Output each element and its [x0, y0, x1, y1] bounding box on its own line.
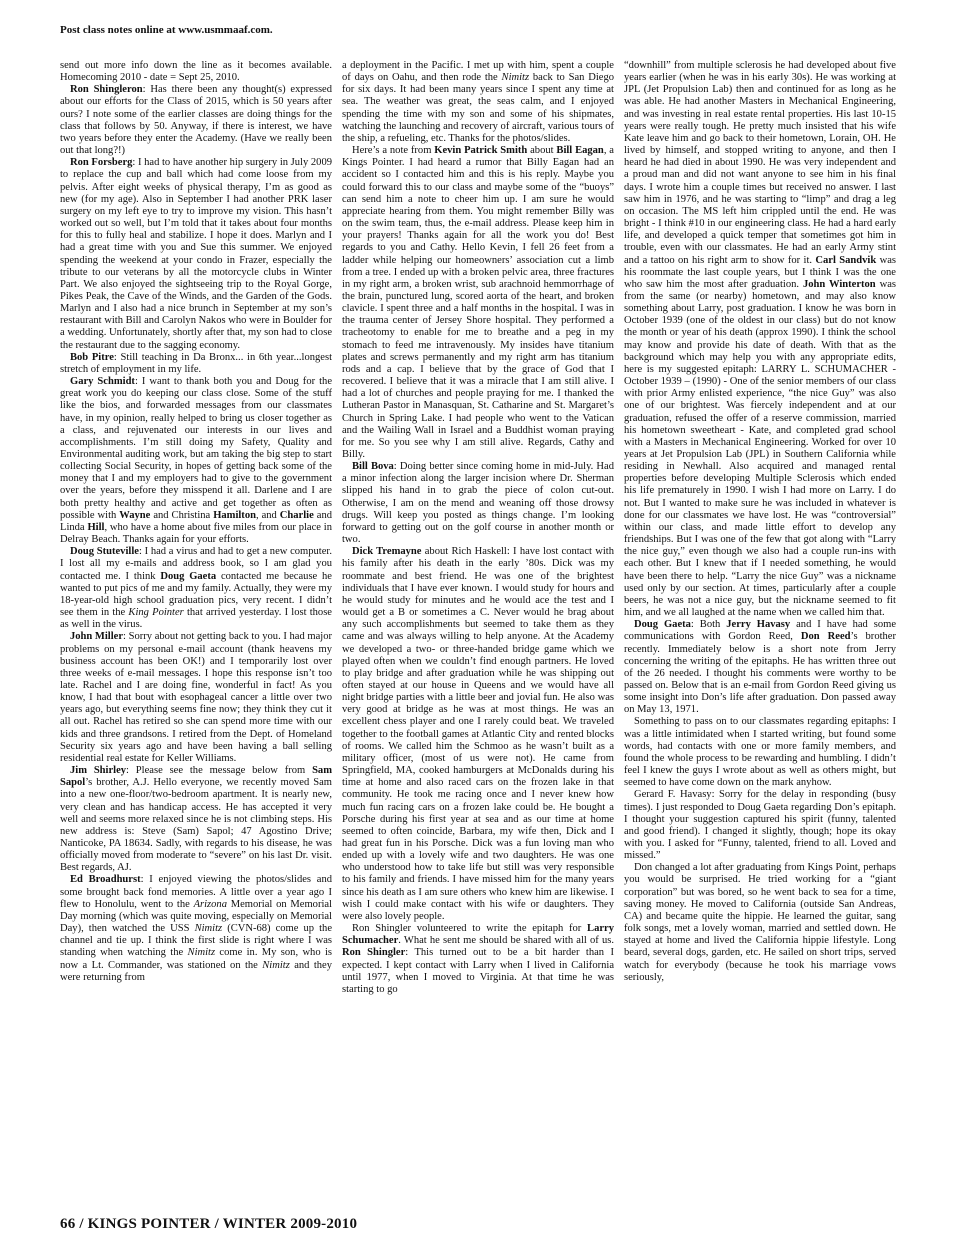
paragraph — [342, 145, 614, 461]
classmate-name: Hamilton — [213, 509, 256, 521]
text: send out more info down the line as it becomes available. Homecoming 2010 - date = Sept 25, 2010. — [60, 60, 332, 84]
classmate-name: Jim Shirley — [70, 765, 127, 777]
paragraph — [342, 60, 614, 145]
text: Gerard F. Havasy: Sorry for the delay in responding (busy times). I just responded to Doug Gaeta regarding Don’s epitaph. I thought your suggestion captured his spirit (funny, talented and good friend). I changed it slightly, though; hope its okay with you. I asked for “Funny, talented, friend to all. Loved and missed.” — [624, 789, 896, 862]
text: (CVN-68) come up the channel and tie up. I think the first slide is right where I was standing when watching the — [60, 923, 332, 959]
text: Memorial on Memorial Day morning (which was quite moving, especially on Memorial Day), then watched the USS — [60, 898, 332, 935]
text: : Doing better since coming home in mid-July. Had a minor infection along the larger incision where Dr. Sherman slipped his hand in to grab the piece of colon cut-out. Otherwise, I am on the mend and weaning off those drowsy drugs. Will keep you posted as things change. I’m looking forward to getting out on the golf course in another month or two. — [342, 461, 614, 546]
page-footer: 66 / KINGS POINTER / WINTER 2009-2010 — [60, 1216, 358, 1232]
classmate-name: Gary Schmidt — [70, 376, 135, 388]
classmate-name: Ron Shingleron — [70, 84, 143, 96]
text: : Both — [690, 619, 727, 631]
classmate-name: Carl Sandvik — [815, 254, 877, 266]
paragraph — [60, 376, 332, 546]
text: that arrived yesterday. I lost those as well in the virus. — [60, 607, 332, 631]
paragraph — [342, 923, 614, 996]
paragraph — [60, 631, 332, 765]
classmate-name: Kevin Patrick Smith — [434, 145, 528, 157]
paragraph — [60, 874, 332, 983]
ship-name: Nimitz — [501, 72, 530, 84]
text: Something to pass on to our classmates regarding epitaphs: I was a little intimidated when I started writing, but found some words, had contacts with one or more family members, and found the whole process to be rewarding and humbling. I didn’t feel I knew the guys I wrote about as well as others might, but seemed to have come down on the mark anyhow. — [624, 716, 896, 789]
text: : Sorry about not getting back to you. I had major problems on my personal e-mail account (thank heavens my business account has been OK!) and I temporarily lost over three weeks of e-mail messages. I hope this response isn’t too late. Rachel and I are doing fine, wonderful in fact! As you know, I had that bout with esophageal cancer a little over two years ago, but everything seems fine now; they think they cut it all out. Rachel has retired so she can spend more time with our kids and three grandsons. I retired from the Dept. of Homeland Security six years ago and have been having a ball selling residential real estate for Keller Williams. — [60, 631, 332, 764]
classmate-name: Sam Sapol — [60, 765, 332, 789]
classmate-name: Ed Broadhurst — [70, 874, 141, 886]
classmate-name: Dick Tremayne — [352, 546, 422, 558]
text: contacted me because he wanted to put pics of me and my family. Actually, they were my 18-year-old high school graduation pics, very recent. I didn’t see them in the — [60, 570, 332, 619]
text: , a Kings Pointer. I had heard a rumor that Billy Eagan had an accident so I contacted him and this is his reply. Maybe you could forward this to our class and maybe some of the “buoys” can send him a note to cheer him up. I am sure he would appreciate hearing from them. You might remember Billy was on the swim team, thus, the e-mail address. Please keep him in your prayers! Thanks again for all the work you do! Best regards to you and Cathy. Hello Kevin, I fell 26 feet from a ladder while helping our homeowners’ association cut a limb from a tree. I ended up with a broken pelvic area, three fractures in my right arm, a broken wrist, sub arachnoid hemmorrhage of the brain, punctured lung, scored aorta of the heart, and broken clavicle. I spent three and a half months in the hospital. I was in the trauma center of Jersey Shore hospital. They performed a tracheotomy to enable for me to breathe and a peg in my stomach to feed me intravenously. My insides have titanium plates and screws permanently and my right arm has titanium rods and a cap. I believe that by the grace of God that I recovered. I believe that it was a miracle that I am still alive. I had a lot of churches and people praying for me. I thanked the Lutheran Pastor in Manasquan, St. Catharine and St. Margaret’s Church in Spring Lake. I had people who went to the Vatican and the Wailing Wall in Israel and a Buddhist woman praying for me. So you see why I am still alive. Regards, Cathy and Billy. — [342, 145, 614, 460]
classmate-name: Bill Eagan — [556, 145, 604, 157]
column-2 — [342, 60, 614, 1200]
classmate-name: Bob Pitre — [70, 351, 114, 363]
text: and Christina — [150, 509, 214, 521]
text: Here’s a note from — [352, 145, 435, 157]
paragraph — [60, 84, 332, 157]
paragraph — [624, 716, 896, 789]
paragraph — [60, 765, 332, 874]
classmate-name: John Winterton — [802, 278, 876, 290]
text: ’s brother recently. Immediately below is a short note from Jerry concerning the writing of the epitaphs. He has written three out of the 26 needed. I thought his comments were worthy to be passed on. Below that is an e-mail from Gordon Reed giving us some insight into Don’s life after graduation. Don passed away on May 13, 1971. — [624, 631, 896, 716]
paragraph — [60, 60, 332, 84]
text: : Has there been any thought(s) expressed about our efforts for the Class of 2015, which is 50 years after ours? I note some of the earlier classes are doing things for the class that follows by 50. Anyway, if there is interest, we have two years before they enter the Academy. (Have we really been out that long?!) — [60, 84, 332, 157]
classmate-name: Ron Shingler — [342, 947, 406, 959]
ship-name: Nimitz — [187, 947, 216, 959]
text: , and — [255, 509, 280, 521]
text: was from the same (or nearby) hometown, and may also know something about Larry, post graduation. I know he was born in October 1939 (one of the oldest in our class) but do not know the month or year of his death (approx 1990). I think the school may know and provide his date of death. With that as the background which may help you with any appropriate edits, here is my suggested epitaph: LARRY L. SCHUMACHER - October 1939 – (1990) - One of the senior members of our class with prior Army enlisted experience, “the nice Guy” was also one of our brightest. Was fiercely independent and at our graduation, refused the offer of a reserve commission, married his hometown sweetheart - Kate, and completed grad school with a Masters in Mechanical Engineering. Worked for over 10 years at Jet Propulsion Lab (JPL) in Southern California while residing in Newhall. Also acquired and managed rental properties before developing Multiple Sclerosis which ended his life prematurely in 1990. I wish I had more on Larry. I do not. But I wanted to make sure he was included in whatever is done for our classmates we have lost. He was “controversial” within our class, and made little effort to develop any friendships. But I was one of the few that got along with “Larry the nice guy,” even though we also had a couple run-ins with each other. But I knew that if I needed something, he would have been there to help. “Larry the nice Guy” was a nickname used only by our section. At times, particularly after a couple beers, he was not a nice guy, but the nickname seemed to fit him, and we all laughed at the name when we called him that. — [624, 278, 896, 619]
ship-name: Arizona — [193, 898, 227, 910]
text: come in. My son, who is now a Lt. Commander, was stationed on the — [60, 947, 332, 971]
text: Don changed a lot after graduating from Kings Point, perhaps you would be surprised. He tried working for a “giant corporation” but was bored, so he went back to sea for a time, saving money. He moved to California (outside San Andreas, CA) and became quite the hippie. He learned the guitar, sang folk songs, met a lovely woman, married and settled down. He stayed at home and lived the California hippie lifestyle. Long beard, several dogs, garden, etc. He sailed on short trips, served watch for everybody (because he took his marriage vows seriously, — [624, 862, 896, 983]
paragraph — [624, 60, 896, 619]
text: . What he sent me should be shared with all of us. — [398, 935, 614, 947]
text: : I want to thank both you and Doug for the great work you do keeping our class close. Some of the stuff like the bios, and forwarded messages from our classmates have, in my opinion, really helped to bring us closer together as a class, and rejuvenated our interests in our lives and accomplishments. I’m still doing my Safety, Quality and Environmental auditing work, but am taking the big step to start collecting Social Security, in hopes of getting back some of the money that I and my employers had to give to the government over the years, before they misspend it all. Darlene and I are both pretty healthy and active and get together as often as possible with — [60, 376, 332, 521]
text: “downhill” from multiple sclerosis he had developed about five years earlier (when he was in his early 30s). He was working at JPL (Jet Propulsion Lab) then and continued for as long as he was able. He had another Masters in Mechanical Engineering, and was investing in real estate rental properties. His last 10-15 years were really tough. He pretty much insisted that his wife Kate leave him and go back to their hometown, Lorain, OH. He lived by himself, and stopped writing to anyone, and then I heard he had died in about 1990. He was very independent and a proud man and did not want anyone to see him in his final days. I wrote him a couple times but received no answer. I last saw him in 1976, and he was starting to “limp” and drag a leg on occasion. The MS left him crippled until the end. He was bright - I think #10 in our engineering class. He had a hard early life, and developed a quick temper that sometimes got him in trouble, even with our classmates. He had an early Army stint and a tattoo on his right arm to show for it. — [624, 60, 896, 266]
classmate-name: Doug Stuteville — [70, 546, 139, 558]
text: back to San Diego for six days. It had been many years since I spent any time at sea. The weather was great, the seas calm, and I enjoyed spending the time with my son and some of his shipmates, watching the launching and recovery of aircraft, various tours of the ship, a refueling, etc. Thanks for the photos/slides. — [342, 72, 614, 144]
classmate-name: Doug Gaeta — [160, 570, 217, 582]
classmate-name: Hill — [87, 521, 105, 533]
text: Ron Shingler volunteered to write the epitaph for — [352, 923, 588, 935]
column-1 — [60, 60, 332, 1200]
paragraph — [624, 789, 896, 862]
publication-title: King Pointer — [128, 607, 184, 619]
text: : I had a virus and had to get a new computer. I lost all my e-mails and address book, so I am glad you contacted me. I think — [60, 546, 332, 582]
classmate-name: Charlie — [279, 509, 314, 521]
ship-name: Nimitz — [262, 959, 290, 971]
text: was his roommate the last couple years, but I think I was the one who saw him the most after graduation. — [624, 254, 896, 290]
text: : Please see the message below from — [126, 765, 313, 777]
column-3 — [624, 60, 896, 1200]
text: and they were returning from — [60, 959, 332, 983]
classmate-name: John Miller — [70, 631, 124, 643]
text: , who have a home about five miles from our place in Delray Beach. Thanks again for your efforts. — [60, 521, 332, 546]
text: about — [527, 145, 557, 157]
paragraph — [60, 352, 332, 376]
classmate-name: Bill Bova — [352, 461, 394, 473]
paragraph — [624, 862, 896, 984]
classmate-name: Ron Forsberg — [70, 157, 133, 169]
ship-name: Nimitz — [194, 923, 223, 935]
classmate-name: Jerry Havasy — [726, 619, 791, 631]
paragraph — [60, 546, 332, 631]
page-header: Post class notes online at www.usmmaaf.com. — [60, 24, 273, 36]
text: : I enjoyed viewing the photos/slides and some brought back fond memories. A little over a year ago I flew to Honolulu, went to the — [60, 874, 332, 910]
text: ’s brother, A.J. Hello everyone, we recently moved Sam into a new one-floor/two-bedroom apartment. It is nearly new, very clean and has handicap access. He has accepted it very well and seems more relaxed since he is not climbing steps. His new address is: Steve (Sam) Sapol; 47 Agostino Drive; Nanticoke, PA 18634. Sadly, with regards to his disease, he was officially moved from moderate to “severe” on his last Dr. visit. Best regards, AJ. — [60, 777, 332, 874]
text: : This turned out to be a bit harder than I expected. I kept contact with Larry when I lived in California until 1977, when I moved to Virginia. At that time he was starting to go — [342, 947, 614, 995]
text: : I had to have another hip surgery in July 2009 to replace the cup and ball which had come loose from my pelvis. After eight weeks of physical therapy, I’m as good as new (for my age). Also in September I had another PRK laser surgery on my left eye to try to improve my vision. This hasn’t worked out so well, but I’m told that it takes about four months for this to fully heal and stabilize. I hope it does. Marlyn and I had a great time with you and Sue this summer. We enjoyed spending the weekend at your condo in Frazer, especially the tribute to our veterans by all the motorcycle clubs in Winter Part. We also enjoyed the sightseeing trip to the Royal Gorge, Pikes Peak, the Cave of the Winds, and the Garden of the Gods. Marlyn and I also had a nice brunch in September at my son’s restaurant with Bill and Carolyn Nakos who were in Boulder for a wedding. Unfortunately, shortly after that, my son had to close the restaurant due to the sagging economy. — [60, 157, 332, 351]
classmate-name: Doug Gaeta — [634, 619, 691, 631]
paragraph — [60, 157, 332, 352]
classmate-name: Wayne — [119, 509, 151, 521]
text: about Rich Haskell: I have lost contact with his family after his death in the early ’80s. Dick was my roommate and best friend. He was one of the brightest individuals that I have ever known. I would study for hours and he would study for minutes and he would ace the test and I would get a B or sometimes a C. Never would he brag about any such accomplishments but seemed to take them as they came and was always willing to help anyone. At the Academy we developed a two- or three-handed bridge game which we played often when we couldn’t find enough partners. He loved to play bridge and after graduation while he was shipping out often stayed at our house in Queens and we would have all night bridge parties with a little beer and jovial fun. He also was very good at bridge as he was at most things. He was an excellent chess player and one I rarely could beat. We traveled together to the football games at Atlantic City and rented blocks of rooms. We called him the Schmoo as he wasn’t built as a military officer, (most of us were not). He came from Springfield, MA, cooked hamburgers at McDonalds during his time at home and also raced cars on the frozen lake in that community. He took me racing once and I never knew how much fun racing cars on a frozen lake could be. He bought a Porsche during his first year at sea and as our time at home seemed to often coincide, Barbara, my wife then, Dick and I had great fun in his Porsche. Dick was a fun loving man who ended up with a lovely wife and two daughters. He was one who understood how to take life but still was very responsible to his family and friends. I have missed him for the many years since his death as I am sure others who knew him are likewise. I wish I could make contact with his wife or daughters. They were also lovely people. — [342, 546, 614, 922]
paragraph — [342, 546, 614, 923]
text: a deployment in the Pacific. I met up with him, spent a couple of days on Oahu, and then rode the — [342, 60, 614, 84]
text: and Linda — [60, 509, 332, 533]
classmate-name: Don Reed — [800, 631, 851, 643]
text: : Still teaching in Da Bronx... in 6th year...longest stretch of employment in my life. — [60, 351, 332, 375]
paragraph — [624, 619, 896, 716]
text: and I have had some communications with Gordon Reed, — [624, 619, 896, 643]
paragraph — [342, 461, 614, 546]
classmate-name: Larry Schumacher — [342, 923, 614, 947]
